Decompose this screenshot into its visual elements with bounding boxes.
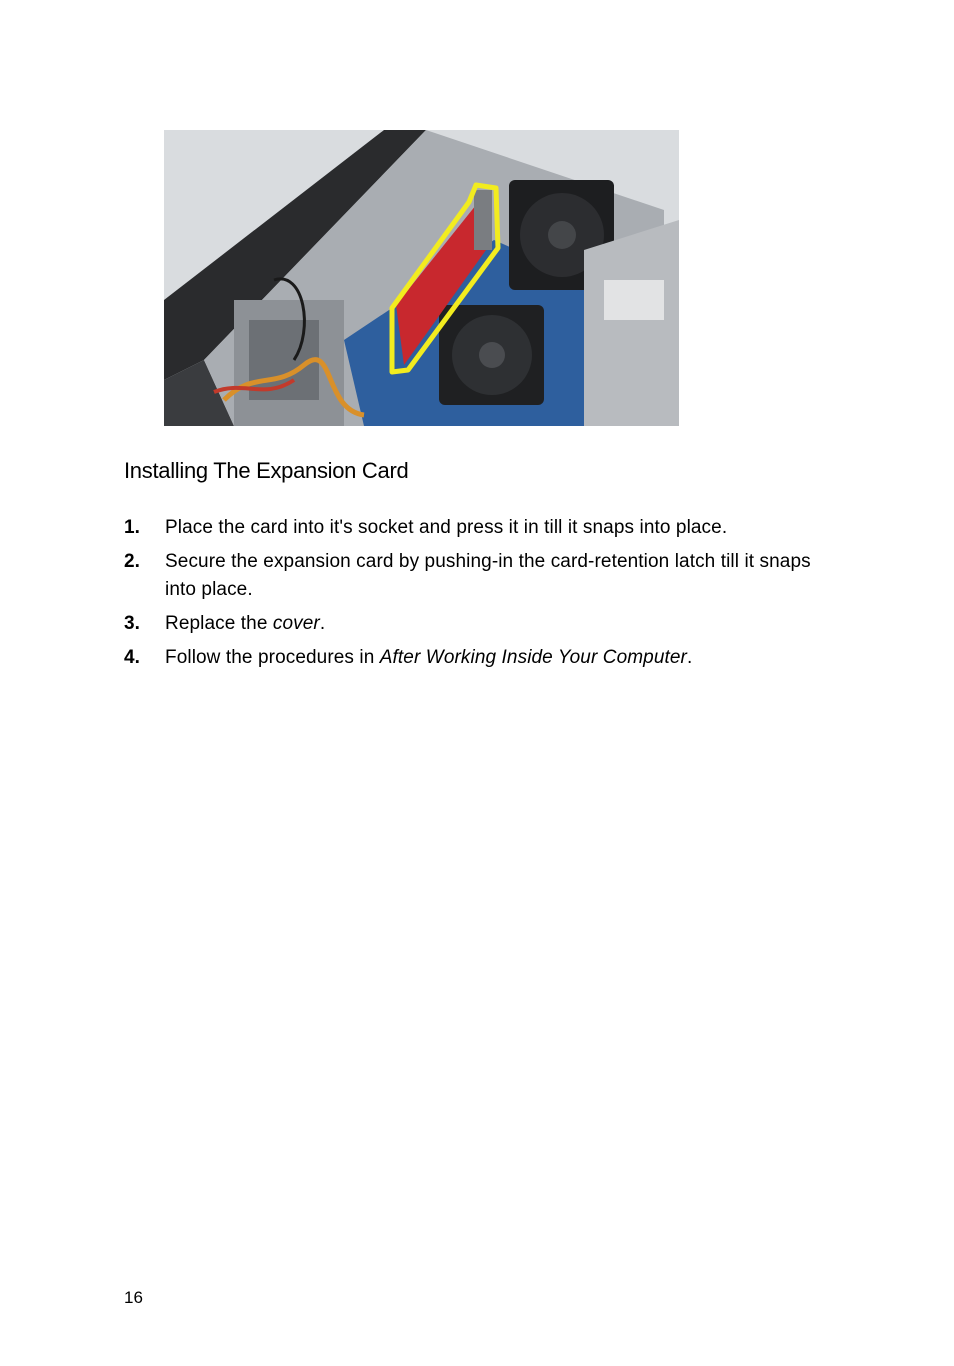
step-text: Place the card into it's socket and press it in till it snaps into place. bbox=[165, 517, 728, 538]
step-text: Follow the procedures in After Working Inside Your Computer. bbox=[165, 647, 693, 668]
cover-link[interactable]: cover bbox=[272, 613, 320, 634]
step-item bbox=[124, 548, 824, 604]
step-number: 3. bbox=[124, 613, 140, 634]
step-text: Secure the expansion card by pushing-in the card-retention latch till it snaps into place. bbox=[165, 551, 811, 600]
expansion-card-illustration bbox=[164, 130, 679, 426]
page-number: 16 bbox=[124, 1288, 143, 1307]
step-number: 1. bbox=[124, 517, 140, 538]
step-number: 2. bbox=[124, 551, 140, 572]
step-number: 4. bbox=[124, 647, 140, 668]
step-item bbox=[124, 514, 824, 542]
section-title: Installing The Expansion Card bbox=[124, 458, 409, 483]
step-text: Replace the cover. bbox=[165, 613, 326, 634]
after-working-link[interactable]: After Working Inside Your Computer bbox=[379, 647, 687, 668]
procedure-steps bbox=[124, 514, 824, 678]
computer-interior-photo bbox=[164, 130, 679, 426]
step-item bbox=[124, 644, 824, 672]
step-item bbox=[124, 610, 824, 638]
